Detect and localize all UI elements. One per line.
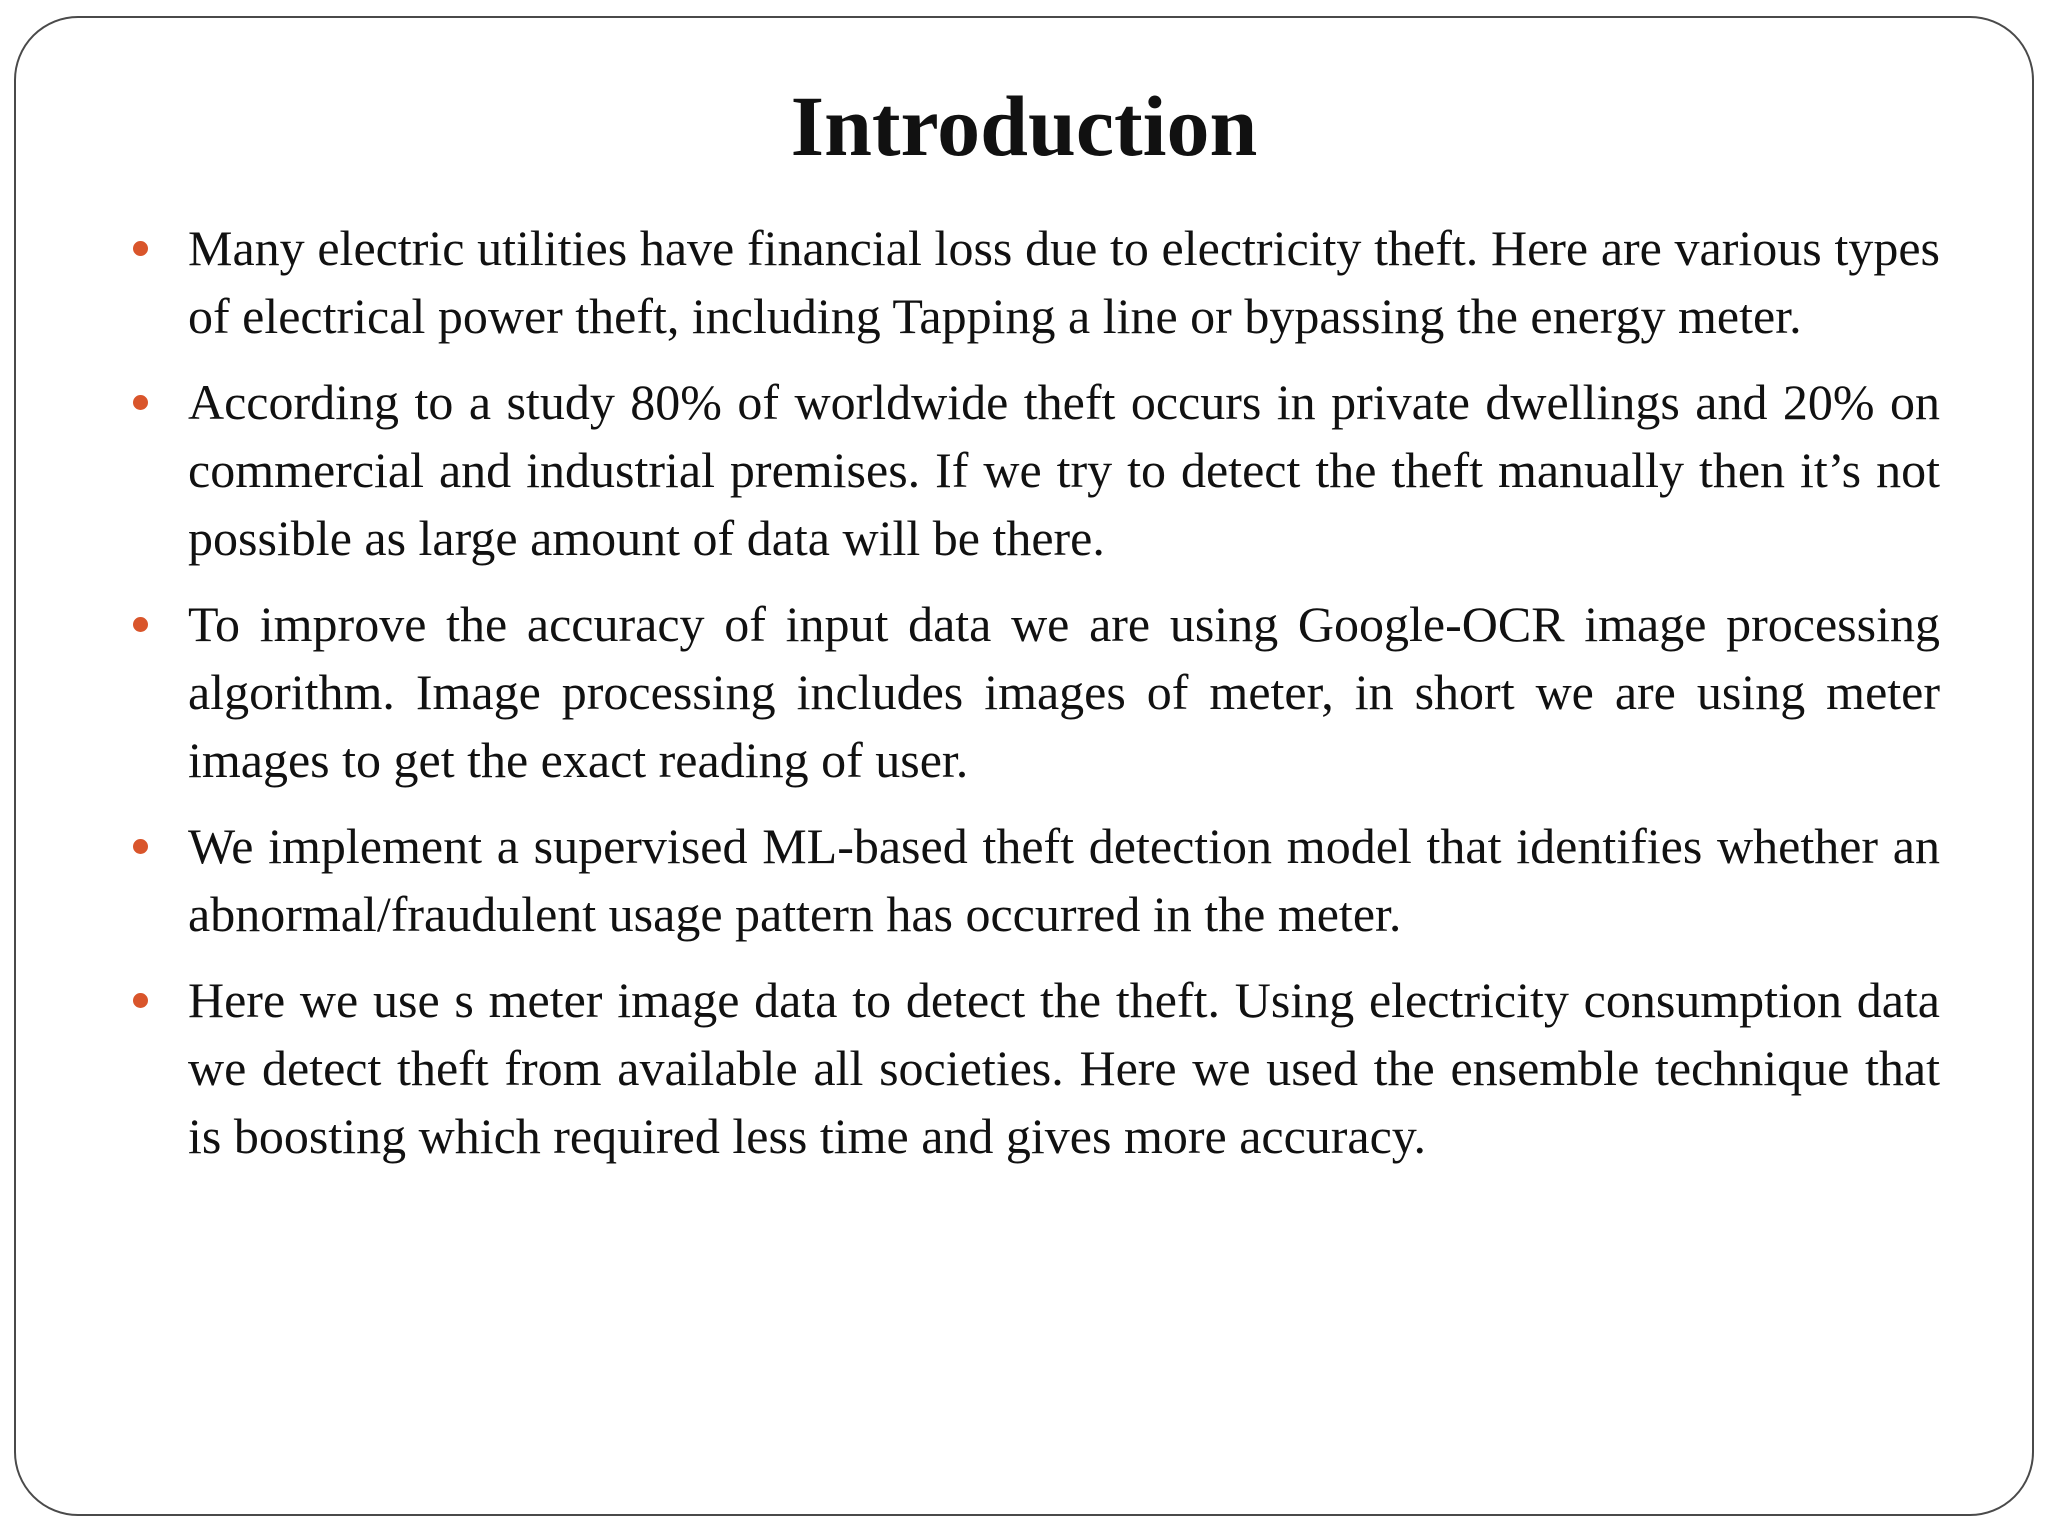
bullet-text: Many electric utilities have financial loss due to electricity theft. Here are various types of electrical power theft, including Tapping a line or bypassing the energy meter.: [188, 220, 1940, 344]
bullet-item: [188, 368, 1940, 572]
bullet-list: [188, 214, 1940, 1188]
bullet-text: To improve the accuracy of input data we are using Google-OCR image processing algorithm. Image processing includes images of meter, in short we are using meter images to get the exact reading of user.: [188, 596, 1940, 788]
bullet-dot-icon: [133, 839, 148, 854]
bullet-item: [188, 812, 1940, 948]
bullet-text: Here we use s meter image data to detect the theft. Using electricity consumption data we detect theft from available all societies. Here we used the ensemble technique that is boosting which required less time and gives more accuracy.: [188, 972, 1940, 1164]
bullet-dot-icon: [133, 617, 148, 632]
slide-title: Introduction: [790, 78, 1258, 174]
bullet-item: [188, 590, 1940, 794]
bullet-text: We implement a supervised ML-based theft detection model that identifies whether an abnormal/fraudulent usage pattern has occurred in the meter.: [188, 818, 1940, 942]
bullet-dot-icon: [133, 241, 148, 256]
bullet-dot-icon: [133, 395, 148, 410]
bullet-item: [188, 966, 1940, 1170]
bullet-dot-icon: [133, 993, 148, 1008]
bullet-item: [188, 214, 1940, 350]
bullet-text: According to a study 80% of worldwide theft occurs in private dwellings and 20% on commercial and industrial premises. If we try to detect the theft manually then it’s not possible as large amount of data will be there.: [188, 374, 1940, 566]
slide-frame: [14, 16, 2034, 1516]
